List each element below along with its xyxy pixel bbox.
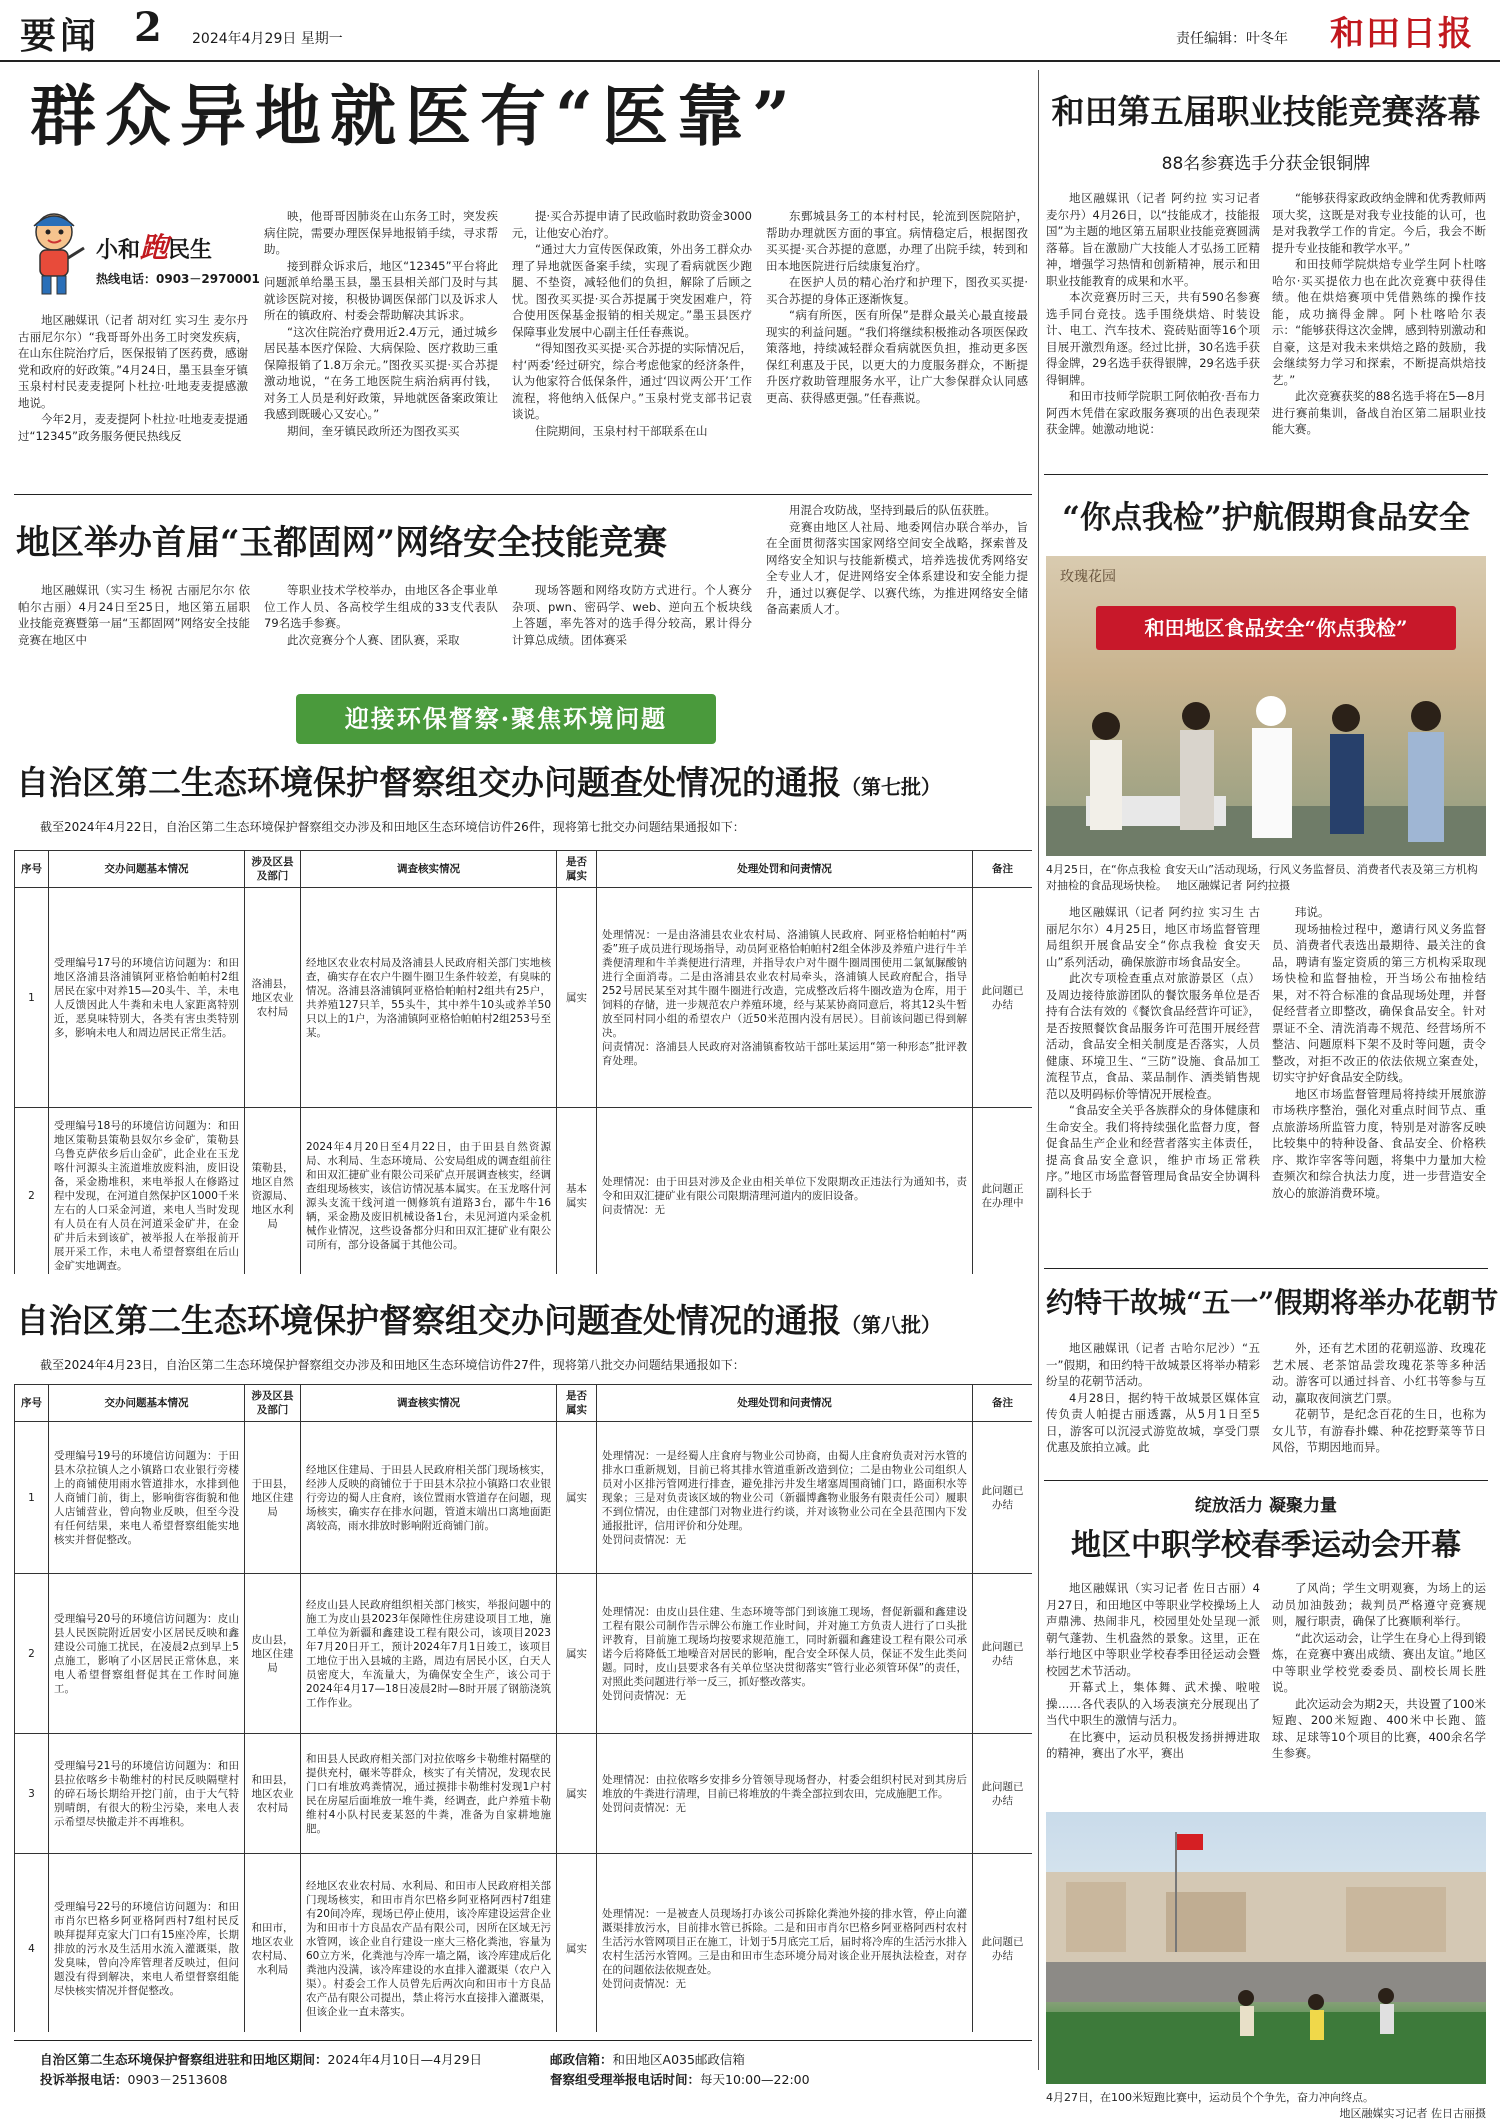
- cell-handle: 处理情况：一是被查人员现场打办该公司拆除化粪池外接的排水管，停止向灌溉渠排放污水，目前排水管已拆除。二是和田市肖尔巴格乡阿亚格阿西村农村生活污水管网项目正在施工，计划于5月底完工后，届时将冷库的生活污水排入农村生活污水管网。三是由和田市生态环境分局对该企业开展执法检查，对存在的问题依法依规查处。 处罚问责情况：无: [597, 1854, 973, 2033]
- paragraph: “病有所医，医有所保”是群众最关心最直接最现实的利益问题。“我们将继续积极推动各项医保政策落地，持续减轻群众看病就医负担，推动更多医保红利惠及于民，以更大的力度服务群众，不断提升医疗救助管理服务水平，让广大参保群众认同感更高、获得感更强。”任春燕说。: [766, 308, 1028, 405]
- sports-photo: [1046, 1812, 1486, 2084]
- table-header-row: [15, 851, 1033, 888]
- cell-handle: 处理情况：一是经蜀人庄食府与物业公司协商，由蜀人庄食府负责对污水管的排水口重新规划，目前已将其排水管道重新改造到位；二是由物业公司组织人员对小区排污管网进行排查，避免排污井发生堵塞周围商铺门口，路面积水等现象；三是对负责该区域的物业公司（新疆博鑫物业服务有限责任公司）履职不到位情况，由住建部门对物业进行约谈，并对该物业公司在全县范围内下发通报批评，信用评价和分处理。 处罚问责情况：无: [597, 1422, 973, 1574]
- footer-mailbox-value: 和田地区A035邮政信箱: [612, 2052, 745, 2067]
- cell-dept: 策勒县，地区自然资源局、地区水利局: [245, 1108, 301, 1275]
- paragraph: 现场抽检过程中，邀请行风义务监督员、消费者代表选出最期待、最关注的食品，聘请有鉴定资质的第三方机构采取现场快检和监督抽检，开当场公布抽检结果，对不符合标准的食品现场处理，并督促经营者立即整改，确保食品安全。针对票证不全、清洗消毒不规范、经营场所不整洁、问题原料下架不及时等问题，责令整改，对拒不改正的依法依规立案查处，切实守护好食品安全防线。: [1272, 921, 1486, 1084]
- divider: [1044, 474, 1488, 475]
- r1-col1: [1046, 190, 1260, 466]
- column-title-part2: 跑: [140, 231, 169, 264]
- col-header: 交办问题基本情况: [49, 1385, 245, 1422]
- report8-batch: （第八批）: [841, 1313, 941, 1337]
- cell-verify: 经地区农业农村局、水利局、和田市人民政府相关部门现场核实，和田市肖尔巴格乡阿亚格阿西村7组建有20间冷库，现场已停止使用，该冷库建设运营企业为和田市十方良品农产品有限公司，因所在区域无污水管网，该企业自行建设一座大三格化粪池，容量为60立方米，化粪池与冷库一墙之隔，该冷库建成后化粪池内没满，该冷库建设的水直排入灌溉渠（农户入渠）。村委会工作人员曾先后两次向和田市十方良品农产品有限公司提出，禁止将污水直接排入灌溉渠，但该企业一直未落实。: [301, 1854, 557, 2033]
- footer-hours-label: 督察组受理举报电话时间：: [550, 2072, 701, 2087]
- cell-real: 属实: [557, 1854, 597, 2033]
- paragraph: 住院期间，玉泉村村干部联系在山: [535, 423, 708, 438]
- paragraph: 此次竞赛获奖的88名选手将在5—8月进行赛前集训，备战自治区第二届职业技能大赛。: [1272, 389, 1486, 436]
- cell-real: 属实: [557, 888, 597, 1108]
- table-row: [15, 1422, 1033, 1574]
- paragraph: 地区市场监督管理局将持续开展旅游市场秩序整治，强化对重点时间节点、重点旅游场所监管力度，特别是对游客反映比较集中的特种设备、食品安全、价格秩序、欺诈宰客等问题，将集中力量加大检查频次和综合执法力度，进一步营造安全放心的旅游消费环境。: [1272, 1086, 1486, 1200]
- cell-basic: 受理编号17号的环境信访问题为：和田地区洛浦县洛浦镇阿亚格恰帕帕村2组居民在家中对养15—20头牛、羊，未电人反馈因此人牛粪和未电人家距离特别近，恶臭味特别大，各类有害虫类特别多，影响未电人和周边居民正常生活。: [49, 888, 245, 1108]
- section-name: 要闻: [20, 15, 101, 57]
- paragraph: 提·买合苏提申请了民政临时救助资金3000元，让他安心治疗。: [512, 209, 752, 240]
- col-header: 处理处罚和问责情况: [597, 851, 973, 888]
- table-row: [15, 1734, 1033, 1854]
- headline-medical: 群众异地就医有“医靠”: [30, 77, 799, 155]
- cell-handle: 处理情况：由拉依喀乡安排乡分管领导现场督办，村委会组织村民对到其房后堆放的牛粪进行清理，目前已将堆放的牛粪全部拉到农田，完成施肥工作。 处罚问责情况：无: [597, 1734, 973, 1854]
- col-header: 是否属实: [557, 851, 597, 888]
- table-row: [15, 1108, 1033, 1275]
- topic-banner-text: 迎接环保督察·聚焦环境问题: [344, 704, 668, 733]
- r4-caption-credit: 地区融媒实习记者 佐日古丽摄: [1339, 2107, 1486, 2120]
- r1-subhead: 88名参赛选手分获金银铜牌: [1161, 154, 1371, 174]
- paragraph: 东鄄城县务工的本村村民，轮流到医院陪护，帮助办理就医方面的事宜。病情稳定后，根据图孜买买提·买合苏提的意愿，办理了出院手续，转到和田本地医院进行后续康复治疗。: [766, 209, 1028, 273]
- col-header: 交办问题基本情况: [49, 851, 245, 888]
- cell-real: 属实: [557, 1574, 597, 1734]
- divider: [14, 494, 1032, 495]
- people-illustration: [1046, 656, 1486, 856]
- report7-headline: [16, 760, 1036, 810]
- cell-dept: 于田县，地区住建局: [245, 1422, 301, 1574]
- paragraph: “通过大力宣传医保政策，外出务工群众办理了异地就医备案手续，实现了看病就医少跑腿、不垫资，减轻他们的负担，解除了后顾之忧。图孜买买提·买合苏提属于突发困难户，符合使用医保基金报销的相关规定。”墨玉县医疗保障事业发展中心副主任任春燕说。: [512, 242, 752, 339]
- r2-headline: “你点我检”护航假期食品安全: [1062, 500, 1470, 536]
- report8-table-wrap: [14, 1384, 1032, 2032]
- cell-note: 此问题已办结: [973, 1854, 1033, 2033]
- paragraph: “这次住院治疗费用近2.4万元，通过城乡居民基本医疗保险、大病保险、医疗救助三重保障报销了1.8万余元。”图孜买买提·买合苏提激动地说，“在务工地医院生病治病再付钱，对务工人员是利好政策，异地就医备案政策让我感到既暖心又安心。”: [264, 324, 498, 421]
- footer-hours-value: 每天10:00—22:00: [700, 2072, 810, 2087]
- cell-handle: 处理情况：由于田县对涉及企业由相关单位下发限期改正违法行为通知书，责令和田双汇捷矿业有限公司限期清理河道内的废旧设备。 问责情况：无: [597, 1108, 973, 1275]
- report7-title: 自治区第二生态环境保护督察组交办问题查处情况的通报: [16, 763, 841, 802]
- paragraph: 地区融媒讯（记者 阿约拉 实习记者 麦尔丹）4月26日，以“技能成才，技能报国”为主题的地区第五届职业技能竞赛圆满落幕。旨在激励广大技能人才弘扬工匠精神，增强学习热情和创新精神，展示和田职业技能教育的成果和水平。: [1046, 191, 1260, 288]
- cell-basic: 受理编号21号的环境信访问题为：和田县拉依喀乡卡勒维村的村民反映隔壁村的碎石场长期给开挖门前，由于大气特别晴朗，有很大的粉尘污染，来电人表示希望尽快撤走并不再堆积。: [49, 1734, 245, 1854]
- column-title-part1: 小和: [96, 237, 141, 263]
- footer-hours: [550, 2070, 810, 2090]
- paragraph: 在医护人员的精心治疗和护理下，图孜买买提·买合苏提的身体正逐渐恢复。: [766, 275, 1028, 306]
- r2-col1: [1046, 904, 1260, 1284]
- photo-sign: 玫瑰花园: [1060, 569, 1116, 585]
- cell-note: 此问题已办结: [973, 1734, 1033, 1854]
- table-row: [15, 1854, 1033, 2033]
- a2-col3: [512, 582, 752, 682]
- paragraph: 和田技师学院烘焙专业学生阿卜杜喀哈尔·买买提依力也在此次竞赛中获得佳绩。他在烘焙赛项中凭借熟练的操作技能，成功摘得金牌。阿卜杜喀哈尔表示：“能够获得这次金牌，感到特别激动和自豪，这是对我未来烘焙之路的鼓励，我会继续努力学习和探索，不断提高烘焙技艺。”: [1272, 257, 1486, 387]
- paragraph: 地区融媒讯（记者 古哈尔尼沙）“五一”假期，和田约特干故城景区将举办精彩纷呈的花朝节活动。: [1046, 1341, 1260, 1388]
- footer-phone-label: 投诉举报电话：: [40, 2072, 128, 2087]
- column-logo: [16, 204, 260, 304]
- track-illustration: [1046, 1812, 1486, 2084]
- paragraph: 此次运动会为期2天，共设置了100米短跑、200米短跑、400米中长跑、篮球、足球等10个项目的比赛，400余名学生参赛。: [1272, 1696, 1486, 1760]
- paragraph: 接到群众诉求后，地区“12345”平台将此问题派单给墨玉县，墨玉县相关部门及时与其就诊医院对接，积极协调医保部门以及诉求人所在的镇政府、村委会帮助解决其诉求。: [264, 258, 498, 322]
- cell-note: 此问题已办结: [973, 1574, 1033, 1734]
- paragraph: 花朝节，是纪念百花的生日，也称为女儿节，有游春扑蝶、种花挖野菜等节日风俗，节期因地而异。: [1272, 1407, 1486, 1454]
- col-header: 备注: [973, 1385, 1033, 1422]
- paragraph: 今年2月，麦麦提阿卜杜拉·吐地麦麦提通过“12345”政务服务便民热线反: [18, 412, 248, 443]
- cell-basic: 受理编号20号的环境信访问题为：皮山县人民医院附近居安小区居民反映和鑫建设公司施工扰民，在凌晨2点到早上5点施工，影响了小区居民正常休息，来电人希望督察组督促其在工作时间施工。: [49, 1574, 245, 1734]
- paragraph: 本次竞赛历时三天，共有590名参赛选手同台竞技。选手围绕烘焙、时装设计、电工、汽车技术、瓷砖贴面等16个项目展开激烈角逐。经过比拼，30名选手获得金牌，29名选手获得银牌，29名选手获得铜牌。: [1046, 290, 1260, 387]
- r2-caption: [1046, 862, 1486, 898]
- cell-dept: 和田市，地区农业农村局、水利局: [245, 1854, 301, 2033]
- paragraph: 等职业技术学校举办，由地区各企事业单位工作人员、各高校学生组成的33支代表队79名选手参赛。: [264, 583, 498, 630]
- column-title-part3: 民生: [168, 237, 213, 263]
- report7-intro: 截至2024年4月22日，自治区第二生态环境保护督察组交办涉及和田地区生态环境信访件26件，现将第七批交办问题结果通报如下：: [40, 820, 745, 834]
- paragraph: 地区融媒讯（实习记者 佐日古丽）4月27日，和田地区中等职业学校操场上人声鼎沸、热闹非凡，校园里处处呈现一派朝气蓬勃、生机盎然的景象。这里，正在举行地区中等职业学校春季田径运动会暨校园艺术节活动。: [1046, 1581, 1260, 1678]
- footer-info: [40, 2050, 1030, 2100]
- col-header: 处理处罚和问责情况: [597, 1385, 973, 1422]
- footer-mailbox: [550, 2050, 745, 2070]
- cell-no: 1: [15, 888, 49, 1108]
- r4-headline: 地区中职学校春季运动会开幕: [1071, 1528, 1461, 1563]
- footer-mailbox-label: 邮政信箱：: [550, 2052, 613, 2067]
- col-header: 调查核实情况: [301, 851, 557, 888]
- r2-col2: [1272, 904, 1486, 1284]
- paragraph: 地区融媒讯（记者 阿约拉 实习生 古丽尼尔尔）4月25日，地区市场监督管理局组织开展食品安全“你点我检 食安天山”系列活动，确保旅游市场食品安全。: [1046, 905, 1260, 969]
- table-row: [15, 1574, 1033, 1734]
- cell-real: 属实: [557, 1734, 597, 1854]
- cell-verify: 2024年4月20日至4月22日，由于田县自然资源局、水利局、生态环境局、公安局组成的调查组前往和田双汇捷矿业有限公司采矿点开展调查核实，经调查组现场核实，该信访情况基本属实。在玉龙喀什河源头支流干线河道一侧修筑有道路3台，鄙牛牛16辆，采金勘及废旧机械设备1台，未见河道内采金机械作业情况，这些设备都分归和田双汇捷矿业有限公司所有，部分设备属于其他公司。: [301, 1108, 557, 1275]
- cell-dept: 和田县，地区农业农村局: [245, 1734, 301, 1854]
- cell-note: 此问题正在办理中: [973, 1108, 1033, 1275]
- a2-col1: [18, 582, 250, 682]
- report7-batch: （第七批）: [841, 775, 941, 799]
- cell-verify: 和田县人民政府相关部门对拉依喀乡卡勒维村隔壁的提供充村，碾米等群众，核实了有关情况，发现农民门口有堆放鸡粪情况，通过摸排卡勒维村发现1户村民在房屋后面堆放一堆牛粪，经调查，此户养殖卡勒维村4小队村民麦某怒的牛粪，准备为自家耕地施肥。: [301, 1734, 557, 1854]
- r1-col2: [1272, 190, 1486, 466]
- column-title: [96, 226, 212, 266]
- paragraph: 竞赛由地区人社局、地委网信办联合举办，旨在全面贯彻落实国家网络空间安全战略，探索普及网络安全知识与技能新模式，培养选拔优秀网络安全专业人才，促进网络安全体系建设和安全能力提升，通过以赛促学、以赛代练，为推进网络安全储备高素质人才。: [766, 519, 1028, 616]
- cell-handle: 处理情况：一是由洛浦县农业农村局、洛浦镇人民政府、阿亚格恰帕帕村“两委”班子成员进行现场指导，动员阿亚格恰帕帕村2组全体涉及养殖户进行牛羊粪便清理和牛羊粪便进行清理，并指导农户对牛圈牛圈周围使用二氯氰脲酸钠进行全面消毒。二是由洛浦县农业农村局牵头，洛浦镇人民政府配合，指导252号居民某至对其牛圈牛圈进行改造，完成整改后将牛圈改造为仓库，用于饲料的存储，进一步规范农户养殖环境，经与某某协商同意后，将其12头牛暂放至同村同小组的希望农户（近50米范围内没有居民）。目前该问题已得到解决。 问责情况：洛浦县人民政府对洛浦镇畜牧站干部吐某运用“第一种形态”批评教育处理。: [597, 888, 973, 1108]
- r1-headline: 和田第五届职业技能竞赛落幕: [1051, 92, 1481, 131]
- paragraph: “食品安全关乎各族群众的身体健康和生命安全。我们将持续强化监督力度，督促食品生产企业和经营者落实主体责任，提高食品安全意识，维护市场正常秩序。”地区市场监督管理局食品安全协调科副科长于: [1046, 1103, 1260, 1200]
- a1-col3: [512, 208, 752, 488]
- report8-intro: 截至2024年4月23日，自治区第二生态环境保护督察组交办涉及和田地区生态环境信访件27件，现将第八批交办问题结果通报如下：: [40, 1358, 745, 1372]
- col-header: 涉及区县及部门: [245, 1385, 301, 1422]
- col-header: 序号: [15, 1385, 49, 1422]
- paragraph: 玮说。: [1295, 905, 1330, 919]
- headline-cyber: 地区举办首届“玉都固网”网络安全技能竞赛: [16, 523, 668, 563]
- cell-basic: 受理编号19号的环境信访问题为：于田县木尕拉镇人之小镇路口农业银行旁楼上的商铺使用雨水管道排水，水排到他人商铺门前，街上，影响街容街貌和他人店铺营业，曾向物业反映，但至今没有任何结果，来电人希望督察组能实地核实并督促整改。: [49, 1422, 245, 1574]
- report7-table-wrap: [14, 850, 1032, 1274]
- paragraph: “能够获得家政政纳金牌和优秀教师两项大奖，这既是对我专业技能的认可，也是对我教学工作的肯定。今后，我会不断提升专业技能和教学水平。”: [1272, 191, 1486, 255]
- cell-basic: 受理编号18号的环境信访问题为：和田地区策勒县策勒县奴尔乡金矿，策勒县乌鲁克萨依乡后山金矿，此企业在玉龙喀什河源头主流道堆放废料油，废旧设备，采金勘堆积，来电举报人在修路过程中发现，在河道自然保护区1000千米左右的人口采金河道，来电人当时发现有人员在有人员在河道采金矿井，在金矿井后未到该矿，被举报人在举报前开展开采工作，未电人希望督察组在后山金矿实地调查。: [49, 1108, 245, 1275]
- cell-no: 2: [15, 1574, 49, 1734]
- footer-period: [40, 2050, 482, 2070]
- paragraph: “此次运动会，让学生在身心上得到锻炼，在竞赛中赛出成绩、赛出友谊。”地区中等职业学校党委委员、副校长周长胜说。: [1272, 1630, 1486, 1694]
- cell-note: 此问题已办结: [973, 888, 1033, 1108]
- editor-credit: 责任编辑：叶冬年: [1176, 31, 1288, 47]
- paragraph: 外，还有艺术团的花朝巡游、玫瑰花艺术展、老茶馆品尝玫瑰花茶等多种活动。游客可以通过抖音、小红书等参与互动，赢取夜间演艺门票。: [1272, 1341, 1486, 1405]
- r3-col1: [1046, 1340, 1260, 1476]
- report8-table: [14, 1384, 1032, 2032]
- cell-verify: 经地区住建局、于田县人民政府相关部门现场核实，经涉人反映的商铺位于于田县木尕拉小镇路口农业银行旁边的蜀人庄食府，该位置雨水管道存在问题，现场核实，确实存在排水问题，管道末端出口离地面距离较高，雨水排放时影响附近商铺门前。: [301, 1422, 557, 1574]
- cell-verify: 经地区农业农村局及洛浦县人民政府相关部门实地核查，确实存在农户牛圈牛圈卫生条件较差，有臭味的情况。洛浦县洛浦镇阿亚格恰帕帕村2组共有25户，共养殖127只羊，55头牛，其中养牛10头或养羊50只以上的1户，为洛浦镇阿亚格恰帕帕村2组253号至某。: [301, 888, 557, 1108]
- divider: [14, 2040, 1032, 2041]
- paragraph: 4月28日，据约特干故城景区媒体宣传负责人帕提古丽透露，从5月1日至5日，游客可以沉浸式游览故城，享受门票优惠及旅拍立减。此: [1046, 1390, 1260, 1454]
- paragraph: 期间，奎牙镇民政所还为图孜买买: [287, 423, 460, 438]
- paper-name: 和田日报: [1330, 14, 1474, 54]
- a2-col2: [264, 582, 498, 682]
- paragraph: 此次专项检查重点对旅游景区（点）及周边接待旅游团队的餐饮服务单位是否持有合法有效的《餐饮食品经营许可证》，是否按照餐饮食品服务许可范围开展经营活动，食品安全相关制度是否落实，人员健康、环境卫生、“三防”设施、食品加工流程节点，食品、菜品制作、洒类销售规范以及明码标价等情况开展检查。: [1046, 971, 1260, 1101]
- paragraph: “得知图孜买买提·买合苏提的实际情况后，村‘两委’经过研究，综合考虑他家的经济条件，认为他家符合低保条件，通过‘四议两公开’工作流程，将他纳入低保户。”玉泉村党支部书记袁谈说。: [512, 341, 752, 421]
- cell-real: 基本属实: [557, 1108, 597, 1275]
- paragraph: 开幕式上，集体舞、武术操、啦啦操……各代表队的入场表演充分展现出了当代中职生的激情与活力。: [1046, 1680, 1260, 1727]
- footer-period-label: 自治区第二生态环境保护督察组进驻和田地区期间：: [40, 2052, 328, 2067]
- col-header: 备注: [973, 851, 1033, 888]
- paragraph: 用混合攻防战，坚持到最后的队伍获胜。: [789, 503, 996, 517]
- footer-phone: [40, 2070, 228, 2090]
- cell-real: 属实: [557, 1422, 597, 1574]
- col-header: 涉及区县及部门: [245, 851, 301, 888]
- page-header: [0, 0, 1500, 62]
- table-row: [15, 888, 1033, 1108]
- issue-date: 2024年4月29日 星期一: [192, 31, 343, 47]
- cell-no: 3: [15, 1734, 49, 1854]
- r3-headline: 约特干故城“五一”假期将举办花朝节: [1046, 1286, 1499, 1319]
- r4-col1: [1046, 1580, 1260, 1808]
- cell-handle: 处理情况：由皮山县住建、生态环境等部门到该施工现场，督促新疆和鑫建设工程有限公司制作告示牌公布施工作业时间，并对施工方负责人进行了口头批评教育，目前施工现场均按要求规范施工，同时新疆和鑫建设工程有限公司承诺今后将降低工地噪音对居民的影响，配合安全环保人员，保证不发生此类问题。同时，皮山县要求各有关单位坚决贯彻落实“管行业必须管环保”的责任，对照此类问题进行举一反三，抓好整改落实。 处罚问责情况：无: [597, 1574, 973, 1734]
- photo-banner-text: 和田地区食品安全“你点我检”: [1144, 616, 1408, 640]
- paragraph: 现场答题和网络攻防方式进行。个人赛分杂项、pwn、密码学、web、逆向五个板块线上答题，率先答对的选手得分较高，累计得分计算总成绩。团体赛采: [512, 583, 752, 647]
- report8-headline: [16, 1298, 1036, 1348]
- footer-period-value: 2024年4月10日—4月29日: [327, 2052, 483, 2067]
- cell-dept: 洛浦县，地区农业农村局: [245, 888, 301, 1108]
- paragraph: 和田市技师学院职工阿依帕孜·吾布力阿西木凭借在家政服务赛项的出色表现荣获金牌。她激动地说：: [1046, 389, 1260, 436]
- a1-col4: [766, 208, 1028, 488]
- food-safety-photo: [1046, 556, 1486, 856]
- table-header-row: [15, 1385, 1033, 1422]
- cell-no: 2: [15, 1108, 49, 1275]
- paragraph: 了风尚；学生文明观赛，为场上的运动员加油鼓劲；裁判员严格遵守竞赛规则，履行职责，确保了比赛顺利举行。: [1272, 1581, 1486, 1628]
- divider: [1044, 1480, 1488, 1481]
- report7-table: [14, 850, 1032, 1274]
- column-hotline: 热线电话：0903－2970001: [96, 272, 260, 286]
- r4-col2: [1272, 1580, 1486, 1808]
- footer-phone-value: 0903－2513608: [127, 2072, 228, 2087]
- cell-no: 4: [15, 1854, 49, 2033]
- paragraph: 在比赛中，运动员积极发扬拼搏进取的精神，赛出了水平，赛出: [1046, 1729, 1260, 1760]
- column-divider: [1038, 70, 1039, 2070]
- paragraph: 地区融媒讯（实习生 杨祝 古丽尼尔尔 依帕尔古丽）4月24日至25日，地区第五届职业技能竞赛暨第一届“玉都固网”网络安全技能竞赛在地区中: [18, 583, 250, 647]
- a1-col2: [264, 208, 498, 488]
- cell-note: 此问题已办结: [973, 1422, 1033, 1574]
- col-header: 调查核实情况: [301, 1385, 557, 1422]
- r3-col2: [1272, 1340, 1486, 1476]
- a1-col1: [18, 312, 248, 487]
- col-header: 序号: [15, 851, 49, 888]
- r2-caption-text: 4月25日，在“你点我检 食安天山”活动现场，行风义务监督员、消费者代表及第三方机构对抽检的食品现场快检。: [1046, 863, 1478, 892]
- r4-caption-text: 4月27日，在100米短跑比赛中，运动员个个争先，奋力冲向终点。: [1046, 2091, 1374, 2104]
- report8-title: 自治区第二生态环境保护督察组交办问题查处情况的通报: [16, 1301, 841, 1340]
- cell-no: 1: [15, 1422, 49, 1574]
- a2-col4: [766, 502, 1028, 682]
- cell-basic: 受理编号22号的环境信访问题为：和田市肖尔巴格乡阿亚格阿西村7组村民反映拜提拜克家大门口有15座冷库，长期排放的污水及生活用水流入灌溉渠，散发臭味，曾向冷库管理者反映过，但问题没有得到解决，来电人希望督察组能尽快核实情况并督促整改。: [49, 1854, 245, 2033]
- cell-dept: 皮山县，地区住建局: [245, 1574, 301, 1734]
- cell-verify: 经皮山县人民政府组织相关部门核实，举报问题中的施工为皮山县2023年保障性住房建设项目工地，施工单位为新疆和鑫建设工程有限公司，该项目2023年7月20日开工，预计2024年7月1日竣工，该项目工地位于出入县城的主路，周边有居民小区，白天人员密度大，车流量大，为确保安全生产，该公司于2024年4月17—18日凌晨2时—8时开展了钢筋浇筑工作作业。: [301, 1574, 557, 1734]
- r4-kicker: 绽放活力 凝聚力量: [1195, 1496, 1337, 1516]
- paragraph: 映，他哥哥因肺炎在山东务工时，突发疾病住院，需要办理医保异地报销手续，寻求帮助。: [264, 209, 498, 256]
- paragraph: 此次竞赛分个人赛、团队赛，采取: [287, 632, 460, 647]
- r2-caption-credit: 地区融媒记者 阿约拉摄: [1176, 879, 1290, 892]
- page-number: 2: [134, 4, 162, 51]
- divider: [1044, 1268, 1488, 1269]
- mascot-icon: [20, 208, 90, 300]
- col-header: 是否属实: [557, 1385, 597, 1422]
- r4-caption: [1046, 2090, 1486, 2124]
- paragraph: 地区融媒讯（记者 胡对红 实习生 麦尔丹 古丽尼尔尔）“我哥哥外出务工时突发疾病，在山东住院治疗后，医保报销了医药费，感谢党和政府的好政策。”4月24日，墨玉县奎牙镇玉泉村村民麦麦提阿卜杜拉·吐地麦麦提感激地说。: [18, 313, 248, 410]
